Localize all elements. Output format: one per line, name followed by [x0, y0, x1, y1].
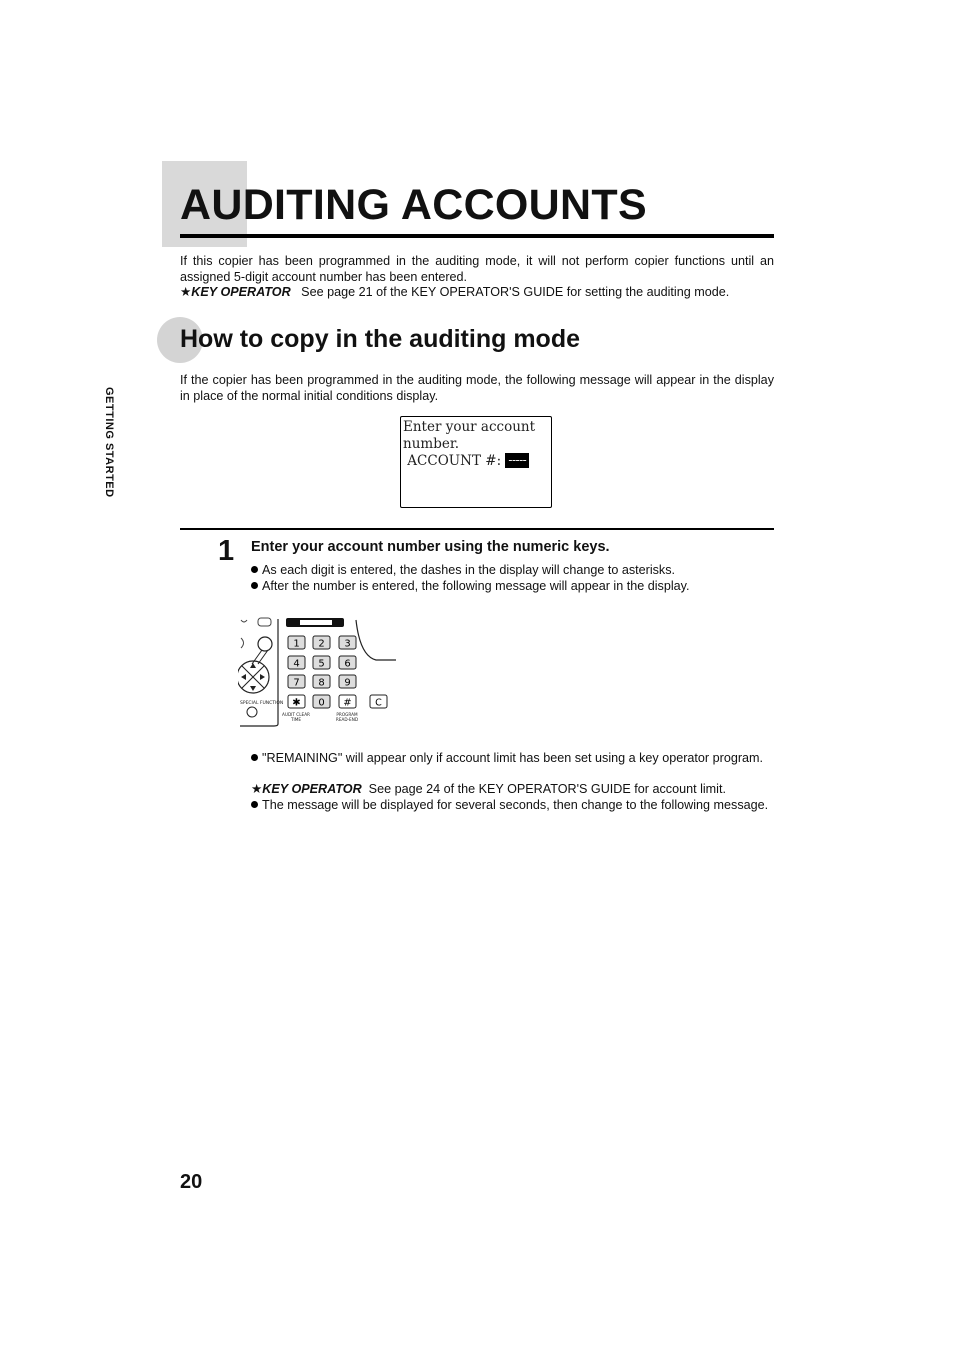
- page-title: AUDITING ACCOUNTS: [180, 181, 647, 229]
- key-operator-text: See page 24 of the KEY OPERATOR'S GUIDE for account limit.: [368, 782, 726, 796]
- key-operator-label: KEY OPERATOR: [262, 782, 362, 796]
- svg-text:8: 8: [318, 677, 325, 689]
- bullet-icon: [251, 582, 258, 589]
- audit-time-label: TIME: [290, 717, 302, 722]
- numeric-key-9: [339, 675, 356, 689]
- special-function-label: SPECIAL FUNCTION: [240, 701, 284, 706]
- key-operator-note-2: [251, 782, 726, 798]
- read-end-label: READ-END: [335, 717, 359, 722]
- numeric-key-0: [313, 695, 330, 709]
- account-number-field: -----: [505, 453, 529, 468]
- chapter-side-tab: GETTING STARTED: [103, 387, 115, 498]
- lcd-line-1: Enter your account: [403, 419, 536, 435]
- step-bullet: After the number is entered, the following message will appear in the display.: [251, 579, 774, 595]
- numeric-key-8: [313, 675, 330, 689]
- lcd-display: [400, 416, 552, 508]
- page-number: 20: [180, 1171, 203, 1193]
- step-number: 1: [218, 535, 235, 567]
- key-operator-label: KEY OPERATOR: [191, 285, 291, 299]
- numeric-key-2: [313, 636, 330, 650]
- hash-key: [339, 695, 356, 709]
- svg-text:C: C: [375, 697, 382, 709]
- section-paragraph: If the copier has been programmed in the auditing mode, the following message will appear in the display in place of the normal initial conditions display.: [180, 373, 774, 403]
- star-icon: ★: [251, 782, 263, 796]
- svg-text:7: 7: [293, 677, 300, 689]
- numeric-key-7: [288, 675, 305, 689]
- svg-text:4: 4: [293, 658, 300, 670]
- keypad-illustration: [238, 616, 400, 728]
- svg-text:#: #: [343, 697, 352, 709]
- intro-paragraph: If this copier has been programmed in the auditing mode, it will not perform copier functions until an assigned 5-digit account number has been entered.: [180, 254, 774, 284]
- message-change-note: The message will be displayed for several seconds, then change to the following message.: [251, 798, 785, 814]
- numeric-key-6: [339, 656, 356, 670]
- svg-text:6: 6: [344, 658, 351, 670]
- key-operator-note-1: [180, 285, 729, 301]
- audit-clear-label: AUDIT CLEAR: [282, 712, 310, 717]
- svg-text:2: 2: [318, 638, 325, 650]
- lcd-line-3: ACCOUNT #:: [403, 453, 506, 469]
- lcd-line-2: number.: [403, 436, 460, 452]
- numeric-key-1: [288, 636, 305, 650]
- numeric-key-4: [288, 656, 305, 670]
- svg-text:5: 5: [318, 658, 325, 670]
- step-divider: [180, 528, 774, 530]
- title-underline: [180, 234, 774, 238]
- svg-text:0: 0: [318, 697, 325, 709]
- key-operator-text: See page 21 of the KEY OPERATOR'S GUIDE for setting the auditing mode.: [301, 285, 730, 299]
- asterisk-key: [288, 695, 305, 709]
- round-key-icon: [258, 637, 272, 651]
- step-heading: Enter your account number using the numeric keys.: [251, 539, 610, 555]
- star-icon: ★: [180, 285, 192, 299]
- remaining-note: "REMAINING" will appear only if account limit has been set using a key operator program.: [251, 751, 785, 767]
- special-function-key-icon: [247, 707, 257, 717]
- svg-text:1: 1: [293, 638, 300, 650]
- clear-key: [370, 695, 387, 709]
- svg-text:9: 9: [344, 677, 351, 689]
- section-title: How to copy in the auditing mode: [180, 325, 580, 353]
- svg-text:✱: ✱: [292, 697, 301, 709]
- svg-text:3: 3: [344, 638, 351, 650]
- program-label: PROGRAM: [336, 712, 358, 717]
- bullet-icon: [251, 801, 258, 808]
- numeric-key-5: [313, 656, 330, 670]
- bullet-icon: [251, 566, 258, 573]
- bullet-icon: [251, 754, 258, 761]
- step-bullet: As each digit is entered, the dashes in the display will change to asterisks.: [251, 563, 774, 579]
- numeric-key-3: [339, 636, 356, 650]
